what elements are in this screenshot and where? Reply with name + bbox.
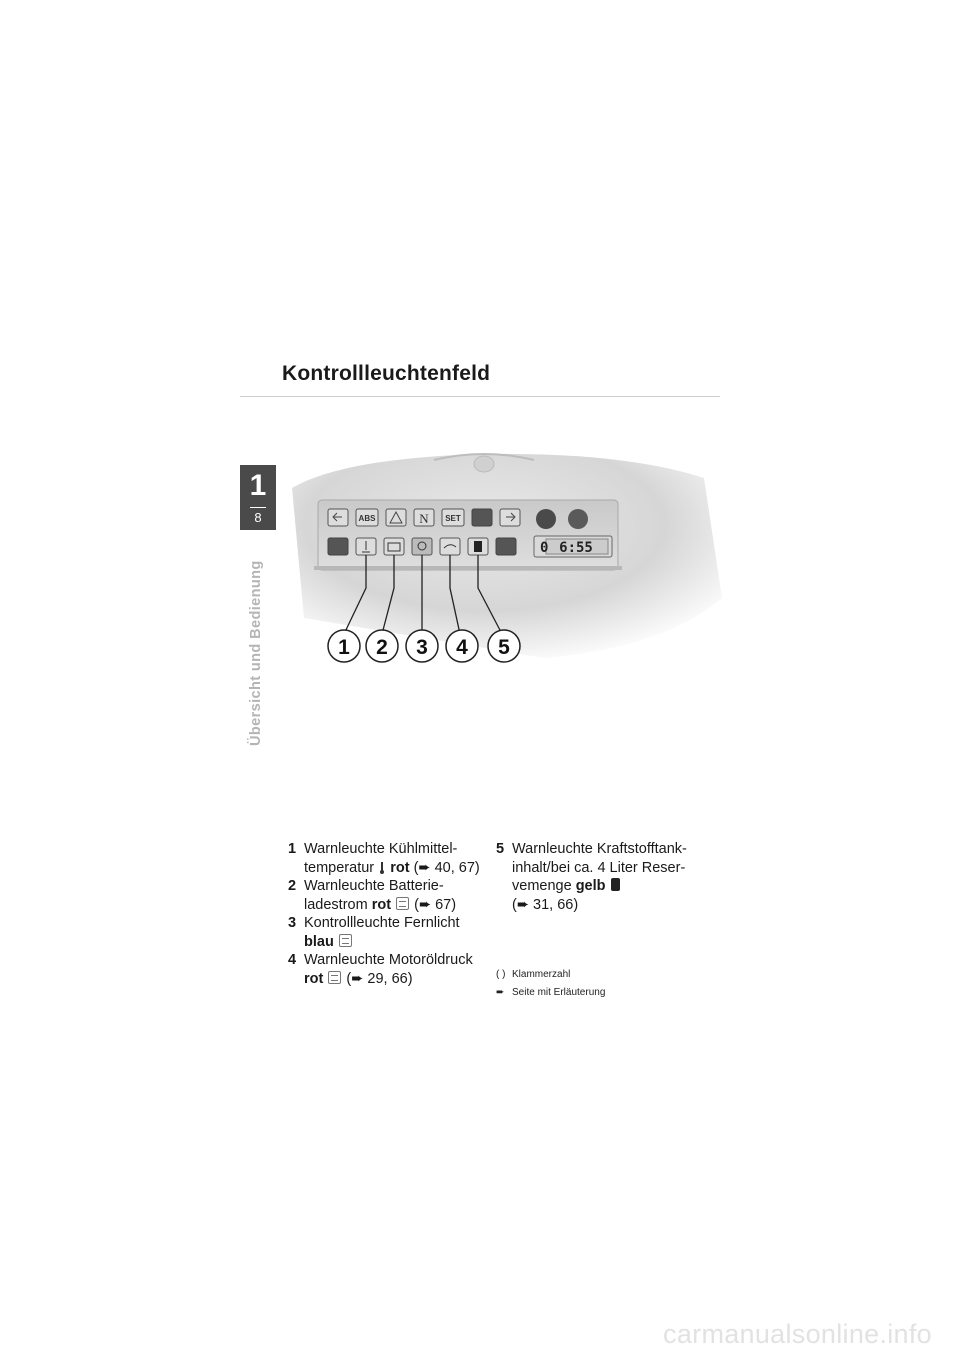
legend-item-color: rot (371, 896, 392, 913)
oil-pressure-icon (328, 971, 341, 984)
watermark: carmanualsonline.info (663, 1319, 932, 1349)
legend-item-4 (288, 951, 488, 988)
callout-3-label: 3 (416, 636, 428, 659)
callout-1-label: 1 (338, 636, 350, 659)
legend-item-number: 5 (496, 841, 505, 857)
warning-light-panel-figure (284, 448, 724, 674)
high-beam-icon (339, 934, 352, 947)
set-label: SET (445, 514, 461, 523)
legend-item-color: blau (304, 933, 334, 950)
callout-4-label: 4 (456, 636, 468, 659)
legend-item-text: inhalt/bei ca. 4 Liter Reser- (512, 859, 686, 876)
clock-display: 6:55 (559, 540, 593, 556)
legend-item-text: Warnleuchte Kühlmittel- (304, 841, 458, 857)
top-row-icons (328, 509, 588, 529)
knob-left (536, 509, 556, 529)
footnote-row (496, 968, 716, 981)
legend-item-text: temperatur (304, 859, 375, 876)
legend-item-color: rot (304, 970, 324, 987)
legend-item-3 (288, 914, 488, 951)
legend-item-number: 2 (288, 878, 297, 894)
bottom-row-icons (328, 536, 612, 557)
gear-indicator: 0 (540, 540, 549, 556)
legend-item-5 (496, 840, 696, 914)
chapter-side-label: Übersicht und Bedienung (248, 560, 264, 746)
legend-item-number: 1 (288, 841, 297, 857)
legend-item-color: rot (390, 859, 410, 876)
chapter-tab (240, 465, 276, 530)
page-reference: (➨ 31, 66) (512, 896, 579, 913)
footnote-symbol: ➨ (496, 987, 505, 998)
legend-item-text: ladestrom (304, 896, 368, 913)
footnote-text: Klammerzahl (512, 969, 571, 980)
oil-pressure-lamp (440, 538, 460, 555)
legend-item-text: Warnleuchte Kraftstofftank- (512, 841, 687, 857)
page-title: Kontrollleuchtenfeld (282, 362, 491, 385)
chapter-divider (250, 507, 266, 508)
legend-item-number: 3 (288, 915, 297, 931)
abs-label: ABS (358, 514, 376, 523)
legend-left-column (288, 840, 488, 988)
chapter-number: 1 (249, 469, 267, 502)
footnote-text: Seite mit Erläuterung (512, 987, 606, 998)
legend-item-color: gelb (575, 878, 606, 894)
page-number: 8 (254, 510, 262, 525)
battery-lamp (384, 538, 404, 555)
legend-item-text: vemenge (512, 878, 572, 894)
page-reference: (➨ 67) (414, 896, 457, 913)
legend-item-2 (288, 877, 488, 914)
battery-icon (396, 897, 409, 910)
callout-5-label: 5 (498, 636, 510, 659)
neutral-label: N (419, 511, 429, 526)
knob-right (568, 509, 588, 529)
title-divider (240, 396, 720, 397)
temperature-icon (379, 862, 385, 873)
legend-item-1 (288, 840, 488, 877)
high-beam-lamp (412, 538, 432, 555)
symbol-legend (496, 968, 716, 1004)
footnote-symbol: ( ) (496, 969, 506, 980)
legend-right-column (496, 840, 696, 914)
legend-item-text: Kontrollleuchte Fernlicht (304, 915, 460, 931)
legend-item-number: 4 (288, 952, 297, 968)
blank-lamp (472, 509, 492, 526)
legend-item-text: Warnleuchte Motoröldruck (304, 952, 473, 968)
footnote-row (496, 986, 716, 999)
fuel-icon (611, 878, 620, 891)
callout-2-label: 2 (376, 636, 388, 659)
legend-item-text: Warnleuchte Batterie- (304, 878, 444, 894)
page-reference: (➨ 40, 67) (413, 859, 480, 876)
page-reference: (➨ 29, 66) (346, 970, 413, 987)
